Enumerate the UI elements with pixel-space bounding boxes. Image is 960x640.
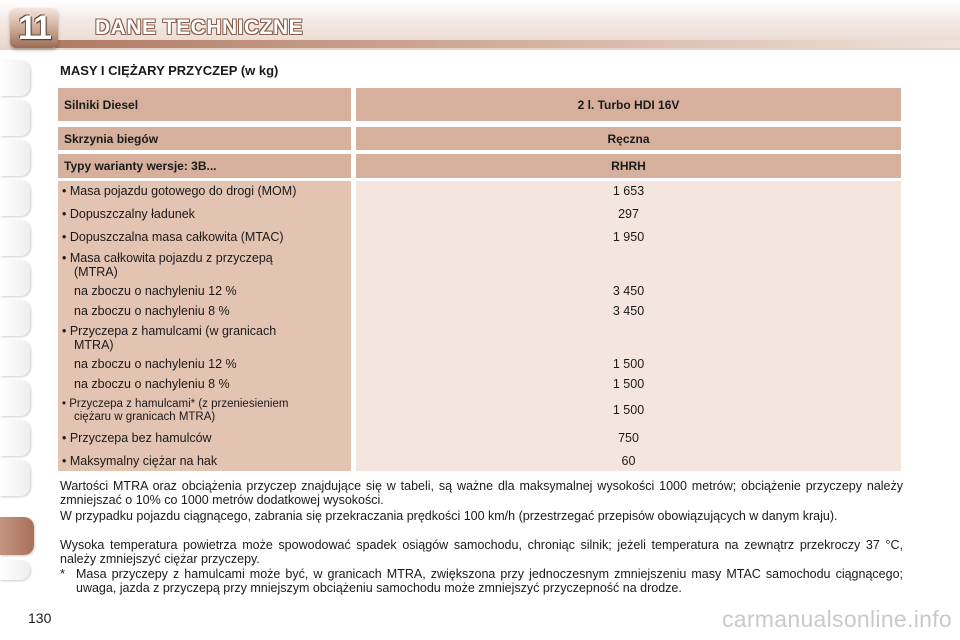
table-row-label: • Przyczepa bez hamulców — [62, 431, 212, 445]
table-row-value: 297 — [618, 207, 639, 221]
table-row-value: 1 500 — [612, 357, 645, 371]
table-row-label: • Dopuszczalny ładunek — [62, 207, 195, 221]
section-title: MASY I CIĘŻARY PRZYCZEP (w kg) — [60, 63, 279, 78]
paragraph: Wysoka temperatura powietrza może spowodować spadek osiągów samochodu, chroniąc silnik; jeżeli temperatura na zewnątrz przekroczy 37 °C, należy zmniejszyć ciężar przyczepy. — [60, 538, 903, 566]
table-row-value: 3 450 — [612, 304, 645, 318]
table-row-label — [62, 251, 273, 279]
table-body-right — [356, 181, 901, 471]
table-row-value: 1 500 — [612, 403, 645, 417]
table-row-label: na zboczu o nachyleniu 8 % — [74, 304, 230, 318]
table-header-value: Ręczna — [356, 127, 901, 150]
table-row-label: • Maksymalny ciężar na hak — [62, 454, 218, 468]
page-title: DANE TECHNICZNE — [95, 16, 304, 39]
page-number: 130 — [28, 610, 52, 626]
side-tab-active[interactable] — [0, 517, 34, 555]
table-row-label-line: • Masa całkowita pojazdu z przyczepą — [62, 251, 273, 265]
table-row-label: • Masa pojazdu gotowego do drogi (MOM) — [62, 184, 297, 198]
table-row-label: na zboczu o nachyleniu 8 % — [74, 377, 230, 391]
side-tab[interactable] — [0, 560, 30, 580]
paragraph: Wartości MTRA oraz obciążenia przyczep znajdujące się w tabeli, są ważne dla maksymalnej wysokości 1000 metrów; obciążenie przyczepy należy zmniejszać o 10% co 1000 metrów dodatkowej wysokości. — [60, 479, 903, 507]
side-tab[interactable] — [0, 460, 30, 496]
side-tab[interactable] — [0, 220, 30, 256]
paragraph: W przypadku pojazdu ciągnącego, zabrania się przekraczania prędkości 100 km/h (przestrzegać przepisów obowiązujących w danym kraju). — [60, 509, 838, 523]
table-header-label: Silniki Diesel — [58, 88, 351, 121]
side-tab[interactable] — [0, 300, 30, 336]
side-tab[interactable] — [0, 180, 30, 216]
table-row-label: • Dopuszczalna masa całkowita (MTAC) — [62, 230, 284, 244]
table-row-label — [62, 324, 276, 352]
table-row-value: 60 — [621, 454, 636, 468]
table-row-label-line: MTRA) — [74, 338, 114, 352]
table-row-label-line: ciężaru w granicach MTRA) — [74, 411, 216, 423]
table-header-value: RHRH — [356, 154, 901, 178]
table-row-label: na zboczu o nachyleniu 12 % — [74, 284, 237, 298]
footnote-marker: * — [60, 566, 66, 581]
table-header-label: Typy warianty wersje: 3B... — [58, 154, 351, 178]
table-row-value: 3 450 — [612, 284, 645, 298]
table-row-value: 1 950 — [612, 230, 645, 244]
side-tab[interactable] — [0, 380, 30, 416]
table-row-label-line: • Przyczepa z hamulcami* (z przeniesieniem — [62, 398, 289, 410]
table-row-value: 750 — [618, 431, 639, 445]
table-row-label-line: (MTRA) — [74, 265, 118, 279]
footnote-text: Masa przyczepy z hamulcami może być, w granicach MTRA, zwiększona przy jednoczesnym zmniejszeniu masy MTAC samochodu ciągnącego; uwaga, jazda z przyczepą przy mniejszym obciążeniu samochodu może zmniejszyć przyczepność na drodze. — [76, 567, 903, 595]
side-tab[interactable] — [0, 60, 30, 96]
side-tab[interactable] — [0, 140, 30, 176]
table-row-label: na zboczu o nachyleniu 12 % — [74, 357, 237, 371]
watermark: carmanualsonline.info — [721, 606, 952, 632]
table-row-label — [62, 398, 288, 424]
side-tabs — [0, 60, 36, 580]
side-tab[interactable] — [0, 420, 30, 456]
table-row-value: 1 653 — [612, 184, 645, 198]
table-row-value: 1 500 — [612, 377, 645, 391]
table-header-value: 2 l. Turbo HDI 16V — [356, 88, 901, 121]
table-header-label: Skrzynia biegów — [58, 127, 351, 150]
side-tab[interactable] — [0, 100, 30, 136]
chapter-number: 11 — [18, 9, 50, 47]
header-stripe — [55, 40, 960, 48]
side-tab[interactable] — [0, 260, 30, 296]
table-row-label-line: • Przyczepa z hamulcami (w granicach — [62, 324, 277, 338]
side-tab[interactable] — [0, 340, 30, 376]
